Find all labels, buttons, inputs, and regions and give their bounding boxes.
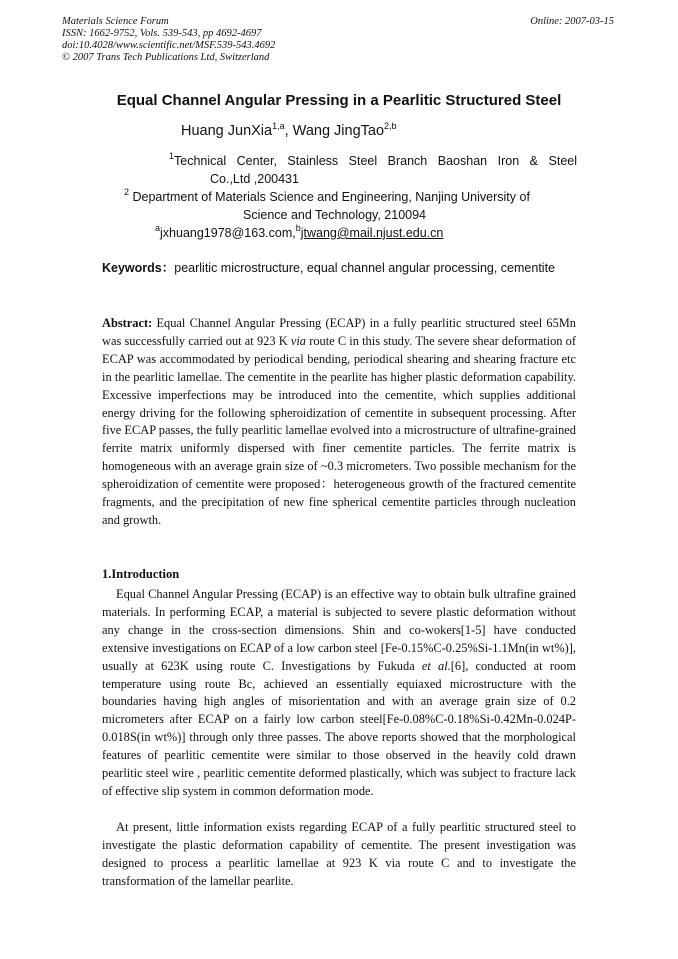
paragraph-text: Equal Channel Angular Pressing (ECAP) is an effective way to obtain bulk ultrafine grained materials. In performing ECAP, a material is subjected to severe plastic deformation without any change in the cross-section dimensions. Shin and co-wokers[1-5] have conducted extensive investigations on ECAP of a low carbon steel [Fe-0.15%C-0.25%Si-1.1Mn(in wt%)], usually at 623K using route C. Investigations by Fukuda bbox=[102, 587, 576, 673]
paper-title: Equal Channel Angular Pressing in a Pearlitic Structured Steel bbox=[116, 92, 562, 109]
abstract-text: route C in this study. The severe shear deformation of ECAP was accommodated by periodical bending, periodical shearing and shearing fracture etc in the pearlitic lamellae. The cementite in the pearlite has higher plastic deformation capability. Excessive imperfections may be introduced into the cementite, which supplies additional energy driving for the following spheroidization of cementite in subsequent processing. After five ECAP passes, the fully pearlitic lamellae evolved into a microstructure of ultrafine-grained ferrite matrix uniformly dispersed with finer cementite particles. The ferrite matrix is homogeneous with an average grain size of ~0.3 micrometers. Two possible mechanism for the spheroidization of cementite were proposed：heterogeneous growth of the fractured cementite fragments, and the precipitation of new fine spherical cementite particles through nucleation and growth. bbox=[102, 333, 576, 527]
affiliation-sup: 1 bbox=[169, 151, 175, 161]
online-date: Online: 2007-03-15 bbox=[530, 16, 614, 27]
issn-line: ISSN: 1662-9752, Vols. 539-543, pp 4692-4697 bbox=[62, 28, 262, 39]
paragraph-italic: et al. bbox=[421, 658, 451, 673]
affiliation-2 bbox=[124, 188, 530, 206]
email-a: jxhuang1978@163.com, bbox=[160, 226, 296, 240]
abstract bbox=[102, 315, 576, 530]
author-separator: , bbox=[284, 123, 293, 139]
section-heading bbox=[102, 567, 179, 582]
paragraph-text: [6], conducted at room temperature using route Bc, achieved an essentially equiaxed microstructure with the boundaries having high angles of misorientation and with an average grain size of 0.2 micrometers after ECAP on a fairly low carbon steel[Fe-0.08%C-0.18%Si-0.42Mn-0.024P-0.018S(in wt%)] through only three passes. The above reports showed that the morphological features of pearlitic cementite were similar to those observed in the heavily cold drawn pearlitic steel wire , pearlitic cementite deformed plastically, which was subject to fracture lack of effective slip system in common deformation mode. bbox=[102, 658, 576, 798]
intro-paragraph-2: At present, little information exists regarding ECAP of a fully pearlitic structured steel to investigate the plastic deformation capability of cementite. The present investigation was designed to process a pearlitic lamellae at 923 K via route C and to investigate the transformation of the lamellar pearlite. bbox=[102, 820, 576, 888]
affiliation-1 bbox=[169, 152, 577, 170]
author-name: Huang JunXia bbox=[181, 123, 273, 139]
affiliation-text: Technical Center, Stainless Steel Branch Baoshan Iron & Steel bbox=[174, 154, 577, 168]
journal-name: Materials Science Forum bbox=[62, 16, 169, 27]
affiliation-text: Department of Materials Science and Engineering, Nanjing University of bbox=[129, 190, 530, 204]
author-name: Wang JingTao bbox=[292, 123, 385, 139]
keywords bbox=[102, 259, 576, 277]
journal-header bbox=[62, 16, 275, 64]
intro-paragraph-1 bbox=[102, 586, 576, 801]
section-number: 1. bbox=[102, 567, 112, 581]
email-sup: b bbox=[295, 223, 301, 233]
author-emails bbox=[155, 224, 443, 242]
affiliation-2-cont: Science and Technology, 210094 bbox=[243, 208, 427, 222]
author-sup: 1,a bbox=[272, 121, 285, 131]
affiliation-sup: 2 bbox=[124, 187, 130, 197]
doi-line: doi:10.4028/www.scientific.net/MSF.539-543.4692 bbox=[62, 40, 276, 51]
keywords-text: pearlitic microstructure, equal channel angular processing, cementite bbox=[174, 261, 555, 275]
author-list bbox=[181, 123, 397, 139]
email-b-link[interactable]: jtwang@mail.njust.edu.cn bbox=[300, 226, 444, 240]
keywords-label: Keywords： bbox=[102, 261, 175, 275]
copyright-line: © 2007 Trans Tech Publications Ltd, Switzerland bbox=[62, 52, 270, 63]
abstract-italic: via bbox=[290, 333, 306, 348]
affiliation-1-cont: Co.,Ltd ,200431 bbox=[210, 172, 299, 186]
abstract-label: Abstract: bbox=[102, 316, 153, 330]
email-sup: a bbox=[155, 223, 161, 233]
section-title: Introduction bbox=[111, 567, 180, 581]
author-sup: 2,b bbox=[384, 121, 397, 131]
abstract-text: Equal Channel Angular Pressing (ECAP) in a fully pearlitic structured steel 65Mn was successfully carried out at 923 K bbox=[102, 316, 576, 348]
